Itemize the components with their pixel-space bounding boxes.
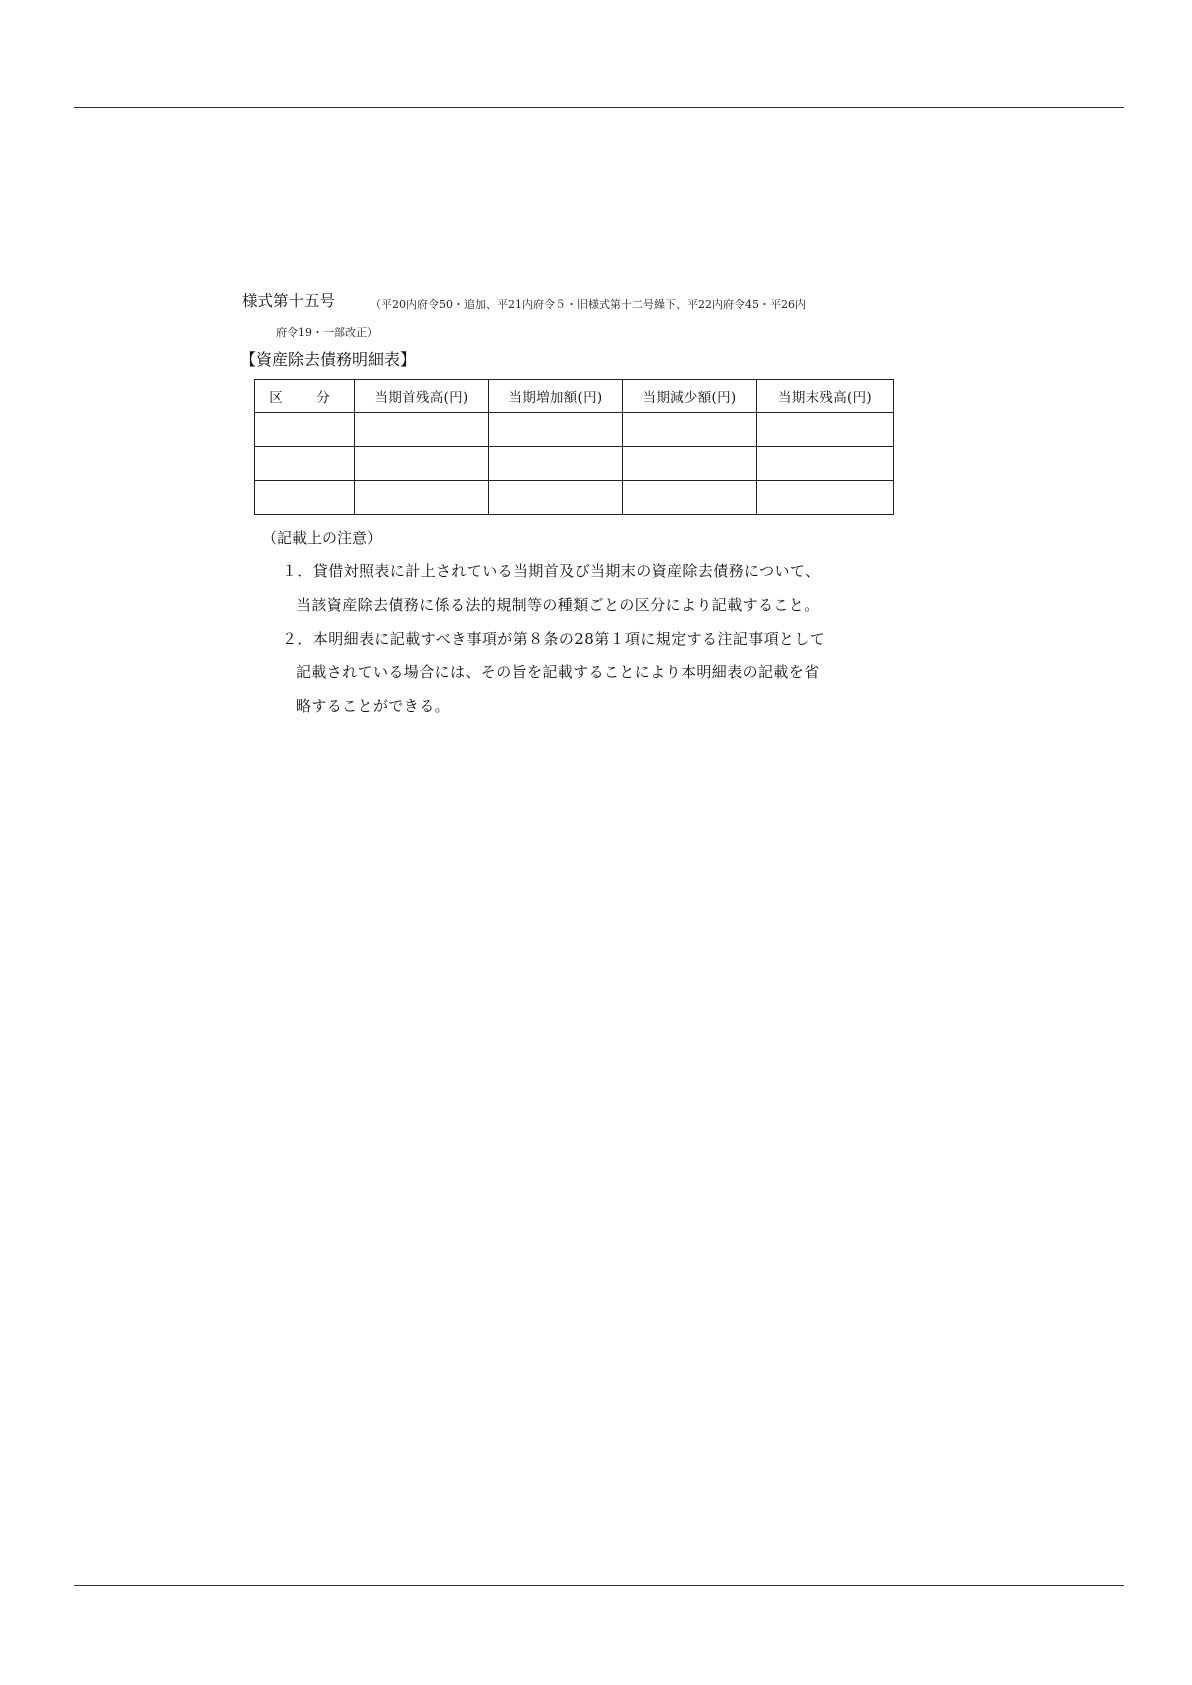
note-2-line-3: 略することができる。 [296, 697, 451, 715]
table-cell [355, 413, 489, 447]
amendment-history-line-1: （平20内府令50・追加、平21内府令５・旧様式第十二号繰下、平22内府令45・平26内 [370, 298, 806, 311]
note-1-line-1: １．貸借対照表に計上されている当期首及び当期末の資産除去債務について、 [282, 562, 821, 580]
table-header-row [255, 380, 894, 413]
table-cell [757, 481, 894, 515]
amendment-history-line-2: 府令19・一部改正） [276, 326, 378, 339]
column-header-opening-balance: 当期首残高(円) [355, 380, 489, 413]
table-row [255, 447, 894, 481]
table-cell [623, 447, 757, 481]
header-rule [74, 107, 1124, 108]
column-header-increase: 当期増加額(円) [489, 380, 623, 413]
asset-retirement-obligation-table [254, 379, 894, 515]
note-1-line-2: 当該資産除去債務に係る法的規制等の種類ごとの区分により記載すること。 [296, 596, 820, 614]
table-cell [255, 447, 355, 481]
footer-rule [74, 1585, 1124, 1586]
table-cell [355, 447, 489, 481]
table-cell [757, 413, 894, 447]
note-2-line-2: 記載されている場合には、その旨を記載することにより本明細表の記載を省 [296, 663, 820, 681]
table-cell [757, 447, 894, 481]
table-title: 【資産除去債務明細表】 [240, 350, 417, 369]
table-cell [489, 447, 623, 481]
column-header-closing-balance: 当期末残高(円) [757, 380, 894, 413]
form-title: 様式第十五号 [242, 292, 336, 310]
column-header-decrease: 当期減少額(円) [623, 380, 757, 413]
table-cell [623, 413, 757, 447]
column-header-category: 区 分 [255, 380, 355, 413]
table-cell [489, 481, 623, 515]
table-row [255, 413, 894, 447]
table-cell [623, 481, 757, 515]
table-cell [255, 413, 355, 447]
table-cell [355, 481, 489, 515]
notes-title: （記載上の注意） [262, 529, 383, 547]
table-row [255, 481, 894, 515]
table-cell [489, 413, 623, 447]
note-2-line-1: ２．本明細表に記載すべき事項が第８条の28第１項に規定する注記事項として [282, 630, 826, 648]
table-cell [255, 481, 355, 515]
